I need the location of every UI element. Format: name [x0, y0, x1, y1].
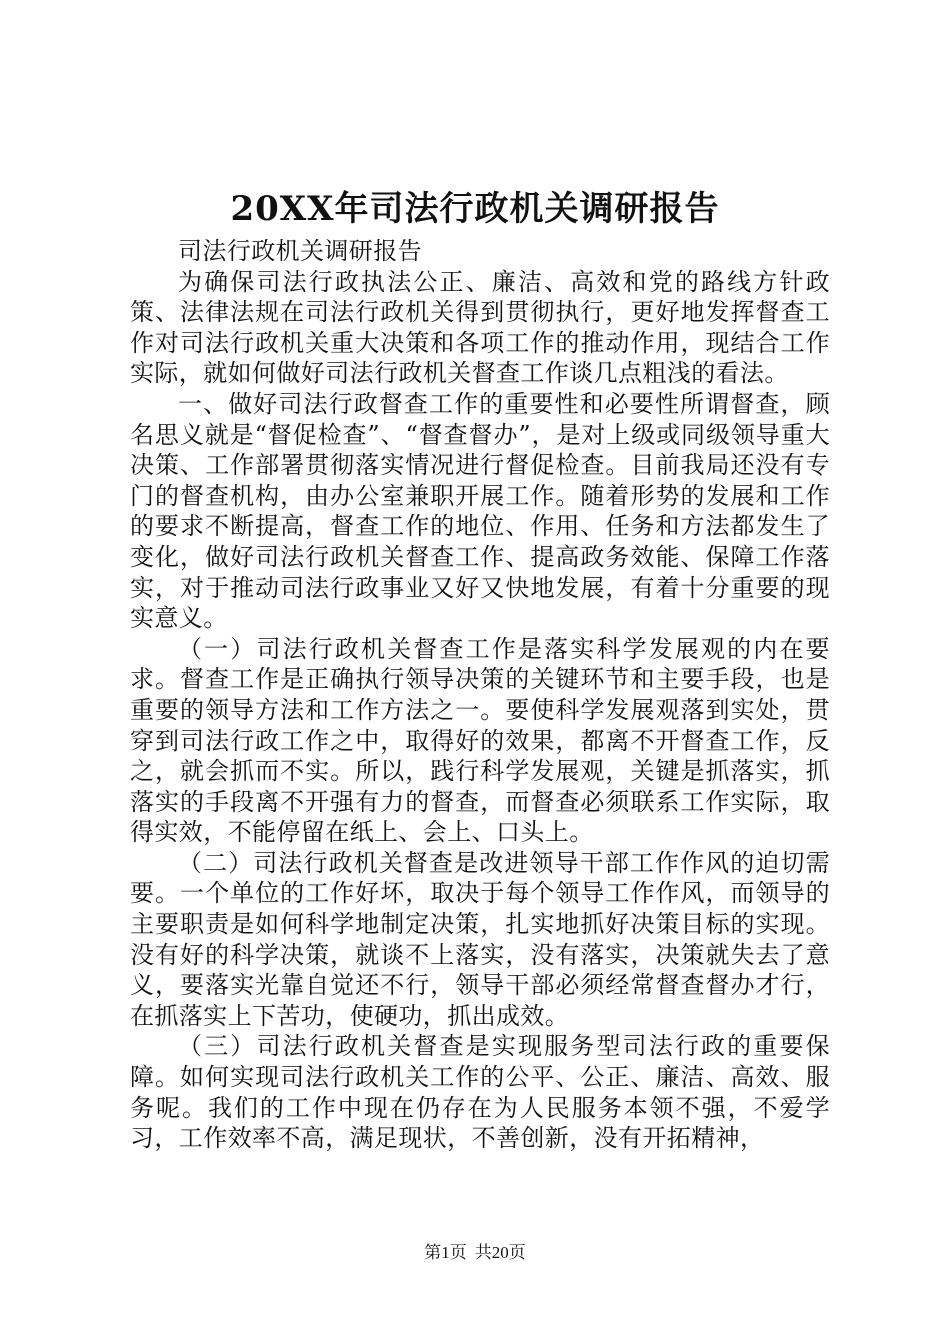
paragraph-subtitle: 司法行政机关调研报告 — [178, 237, 422, 265]
document-body — [130, 236, 830, 1154]
page-number: 第1页 — [424, 1243, 467, 1262]
paragraph-subsection-1: （一）司法行政机关督查工作是落实科学发展观的内在要求。督查工作是正确执行领导决策的关键环节和主要手段，也是重要的领导方法和工作方法之一。要使科学发展观落到实处，贯穿到司法行政工作之中，取得好的效果，都离不开督查工作，反之，就会抓而不实。所以，践行科学发展观，关键是抓落实，抓落实的手段离不开强有力的督查，而督查必须联系工作实际，取得实效，不能停留在纸上、会上、口头上。 — [130, 634, 830, 847]
paragraph-subsection-2: （二）司法行政机关督查是改进领导干部工作作风的迫切需要。一个单位的工作好坏，取决于每个领导工作作风，而领导的主要职责是如何科学地制定决策，扎实地抓好决策目标的实现。没有好的科学决策，就谈不上落实，没有落实，决策就失去了意义，要落实光靠自觉还不行，领导干部必须经常督查督办才行，在抓落实上下苦功，使硬功，抓出成效。 — [130, 848, 830, 1030]
document-title: 20XX年司法行政机关调研报告 — [230, 189, 720, 229]
paragraph-section-1: 一、做好司法行政督查工作的重要性和必要性所谓督查，顾名思义就是“督促检查”、“督查督办”，是对上级或同级领导重大决策、工作部署贯彻落实情况进行督促检查。目前我局还没有专门的督查机构，由办公室兼职开展工作。随着形势的发展和工作的要求不断提高，督查工作的地位、作用、任务和方法都发生了变化，做好司法行政机关督查工作、提高政务效能、保障工作落实，对于推动司法行政事业又好又快地发展，有着十分重要的现实意义。 — [130, 389, 830, 633]
paragraph-subsection-3: （三）司法行政机关督查是实现服务型司法行政的重要保障。如何实现司法行政机关工作的公平、公正、廉洁、高效、服务呢。我们的工作中现在仍存在为人民服务本领不强，不爱学习，工作效率不高，满足现状，不善创新，没有开拓精神， — [130, 1032, 830, 1153]
paragraph-intro: 为确保司法行政执法公正、廉洁、高效和党的路线方针政策、法律法规在司法行政机关得到贯彻执行，更好地发挥督查工作对司法行政机关重大决策和各项工作的推动作用，现结合工作实际，就如何做好司法行政机关督查工作谈几点粗浅的看法。 — [130, 267, 830, 388]
page-total: 共20页 — [474, 1243, 526, 1262]
page-footer — [0, 1242, 950, 1264]
